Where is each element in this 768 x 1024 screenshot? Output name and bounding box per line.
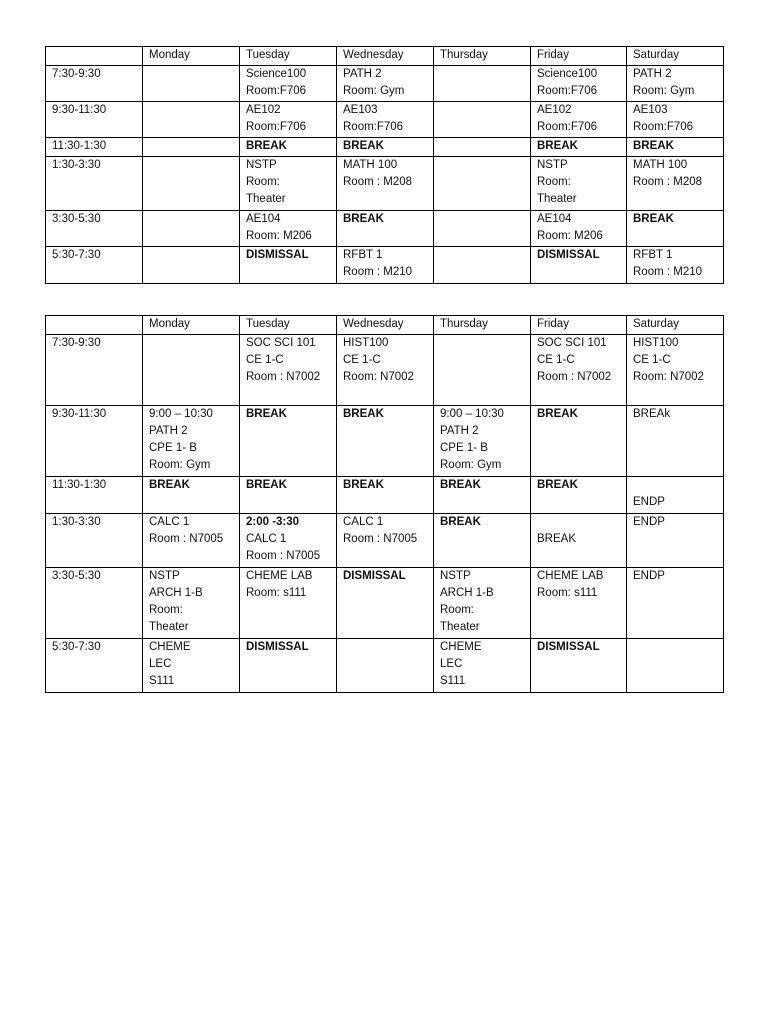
day-header-monday: Monday [143, 316, 240, 335]
header-corner-cell [46, 47, 143, 66]
cell-time-label: 2:00 -3:30 [246, 516, 300, 528]
cell-text: CALC 1 Room : N7005 [246, 533, 321, 562]
day-header-monday: Monday [143, 47, 240, 66]
time-slot-cell: 9:30-11:30 [46, 406, 143, 477]
time-slot-row [46, 66, 724, 102]
schedule-cell: NSTP Room: Theater [240, 157, 337, 211]
schedule-cell [434, 138, 531, 157]
schedule-cell: AE102 Room:F706 [531, 102, 627, 138]
schedule-cell [143, 102, 240, 138]
schedule-cell [434, 157, 531, 211]
schedule-cell: CHEME LAB Room: s111 [240, 568, 337, 639]
day-header-friday: Friday [531, 316, 627, 335]
schedule-cell: AE104 Room: M206 [531, 211, 627, 247]
time-slot-cell: 3:30-5:30 [46, 568, 143, 639]
schedule-cell: BREAK [240, 138, 337, 157]
time-slot-cell: 11:30-1:30 [46, 138, 143, 157]
time-slot-cell: 11:30-1:30 [46, 477, 143, 514]
day-header-wednesday: Wednesday [337, 316, 434, 335]
day-header-friday: Friday [531, 47, 627, 66]
schedule-cell: BREAK [434, 477, 531, 514]
schedule-cell: AE102 Room:F706 [240, 102, 337, 138]
day-header-saturday: Saturday [627, 47, 724, 66]
time-slot-row [46, 102, 724, 138]
schedule-cell: BREAK [531, 138, 627, 157]
schedule-cell: NSTP Room: Theater [531, 157, 627, 211]
schedule-cell: AE104 Room: M206 [240, 211, 337, 247]
header-row [46, 316, 724, 335]
schedule-2-body [46, 316, 724, 693]
day-header-saturday: Saturday [627, 316, 724, 335]
schedule-cell: HIST100 CE 1-C Room: N7002 [337, 335, 434, 406]
schedule-cell: CALC 1 Room : N7005 [143, 514, 240, 568]
schedule-cell: RFBT 1 Room : M210 [337, 247, 434, 284]
time-slot-row [46, 406, 724, 477]
day-header-tuesday: Tuesday [240, 47, 337, 66]
schedule-cell: BREAK [434, 514, 531, 568]
day-header-tuesday: Tuesday [240, 316, 337, 335]
schedule-cell [143, 66, 240, 102]
schedule-cell: AE103 Room:F706 [627, 102, 724, 138]
time-slot-cell: 7:30-9:30 [46, 66, 143, 102]
schedule-cell: BREAK [143, 477, 240, 514]
schedule-cell: BREAK [627, 211, 724, 247]
time-slot-row [46, 157, 724, 211]
schedule-cell: SOC SCI 101 CE 1-C Room : N7002 [531, 335, 627, 406]
schedule-cell [434, 211, 531, 247]
schedule-cell [143, 138, 240, 157]
schedule-cell [627, 639, 724, 693]
time-slot-cell: 5:30-7:30 [46, 247, 143, 284]
schedule-cell: 9:00 – 10:30 PATH 2 CPE 1- B Room: Gym [143, 406, 240, 477]
time-slot-cell: 1:30-3:30 [46, 157, 143, 211]
schedule-cell [143, 335, 240, 406]
schedule-cell: BREAK [337, 406, 434, 477]
schedule-cell: BREAK [240, 406, 337, 477]
schedule-cell: ENDP [627, 568, 724, 639]
schedule-cell: CHEME LAB Room: s111 [531, 568, 627, 639]
time-slot-cell: 9:30-11:30 [46, 102, 143, 138]
header-corner-cell [46, 316, 143, 335]
schedule-cell: HIST100 CE 1-C Room: N7002 [627, 335, 724, 406]
schedule-cell [434, 247, 531, 284]
schedule-cell: ENDP [627, 514, 724, 568]
schedule-cell: Science100 Room:F706 [531, 66, 627, 102]
schedule-cell: CHEME LEC S111 [143, 639, 240, 693]
schedule-table-2 [45, 315, 724, 693]
schedule-cell: MATH 100 Room : M208 [337, 157, 434, 211]
day-header-thursday: Thursday [434, 47, 531, 66]
schedule-cell: AE103 Room:F706 [337, 102, 434, 138]
schedule-cell [143, 157, 240, 211]
schedule-cell: MATH 100 Room : M208 [627, 157, 724, 211]
schedule-cell: Science100 Room:F706 [240, 66, 337, 102]
schedule-cell: BREAK [627, 138, 724, 157]
time-slot-row [46, 211, 724, 247]
schedule-cell: BREAK [531, 477, 627, 514]
time-slot-row [46, 639, 724, 693]
schedule-cell [337, 639, 434, 693]
schedule-table-1 [45, 46, 724, 284]
schedule-cell: NSTP ARCH 1-B Room: Theater [143, 568, 240, 639]
schedule-cell: BREAK [337, 138, 434, 157]
schedule-cell: 9:00 – 10:30 PATH 2 CPE 1- B Room: Gym [434, 406, 531, 477]
schedule-cell: BREAK [531, 514, 627, 568]
time-slot-row [46, 514, 724, 568]
schedule-cell: PATH 2 Room: Gym [337, 66, 434, 102]
time-slot-row [46, 335, 724, 406]
schedule-cell: RFBT 1 Room : M210 [627, 247, 724, 284]
schedule-cell [143, 211, 240, 247]
schedule-cell [434, 335, 531, 406]
schedule-cell: SOC SCI 101 CE 1-C Room : N7002 [240, 335, 337, 406]
schedule-cell [143, 247, 240, 284]
schedule-cell: DISMISSAL [337, 568, 434, 639]
time-slot-cell: 3:30-5:30 [46, 211, 143, 247]
schedule-cell: CHEME LEC S111 [434, 639, 531, 693]
schedule-cell: BREAk [627, 406, 724, 477]
schedule-cell: ENDP [627, 477, 724, 514]
time-slot-row [46, 568, 724, 639]
time-slot-cell: 7:30-9:30 [46, 335, 143, 406]
schedule-cell: PATH 2 Room: Gym [627, 66, 724, 102]
schedule-cell: DISMISSAL [240, 639, 337, 693]
schedule-cell: BREAK [337, 477, 434, 514]
schedule-cell: BREAK [337, 211, 434, 247]
time-slot-row [46, 247, 724, 284]
schedule-1-body [46, 47, 724, 284]
time-slot-row [46, 138, 724, 157]
time-slot-cell: 1:30-3:30 [46, 514, 143, 568]
schedule-cell: NSTP ARCH 1-B Room: Theater [434, 568, 531, 639]
time-slot-row [46, 477, 724, 514]
schedule-cell [434, 102, 531, 138]
day-header-wednesday: Wednesday [337, 47, 434, 66]
day-header-thursday: Thursday [434, 316, 531, 335]
schedule-cell: DISMISSAL [240, 247, 337, 284]
time-slot-cell: 5:30-7:30 [46, 639, 143, 693]
header-row [46, 47, 724, 66]
schedule-cell: DISMISSAL [531, 247, 627, 284]
schedule-cell: CALC 1 Room : N7005 [337, 514, 434, 568]
schedule-cell: DISMISSAL [531, 639, 627, 693]
schedule-cell [240, 514, 337, 568]
schedule-cell: BREAK [240, 477, 337, 514]
schedule-cell: BREAK [531, 406, 627, 477]
schedule-cell [434, 66, 531, 102]
